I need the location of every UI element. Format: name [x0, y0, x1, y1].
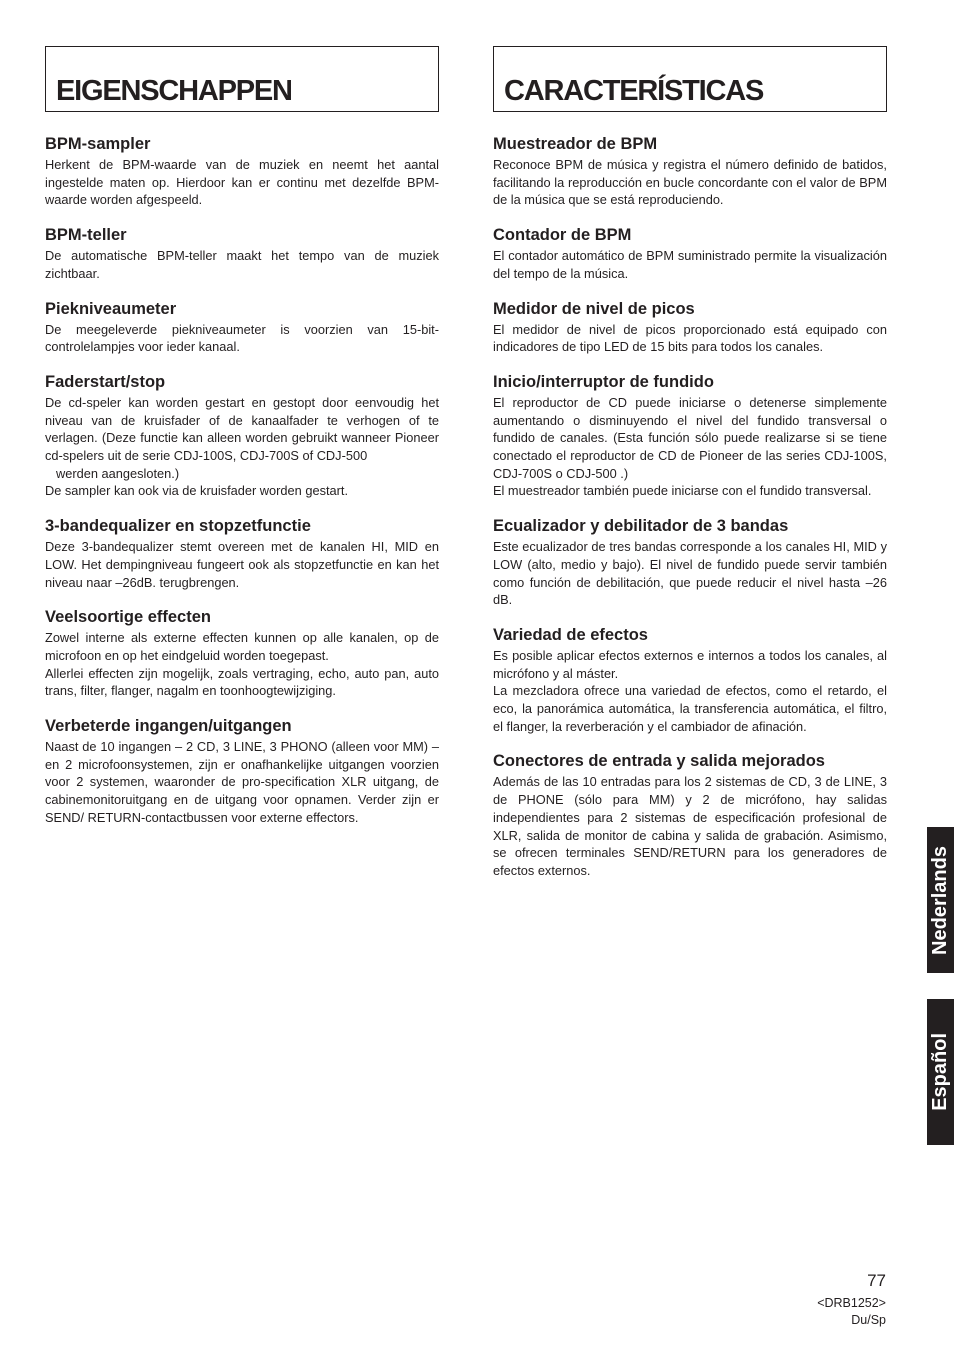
section-variedad-efectos — [493, 625, 887, 736]
section-paragraph: Naast de 10 ingangen – 2 CD, 3 LINE, 3 PHONO (alleen voor MM) – en 2 microfoonsystemen, zijn er onafhankelijke uitgangen voorzien voor 2 systemen, waaronder de pro-specification XLR uitgang, de cabinemonitoruitgang en de uitgang voor opnamen. Verder zijn er SEND/ RETURN-contactbussen voor externe effectors. — [45, 739, 439, 825]
page-number: 77 — [867, 1271, 886, 1290]
section-paragraph: El muestreador también puede iniciarse con el fundido transversal. — [493, 483, 872, 499]
section-bpm-teller — [45, 225, 439, 282]
section-contador-bpm — [493, 225, 887, 282]
section-piekniveaumeter — [45, 299, 439, 356]
section-heading: Muestreador de BPM — [493, 135, 658, 153]
title-box-nl — [45, 46, 439, 112]
title-box-es — [493, 46, 887, 112]
section-veelsoortige-effecten — [45, 607, 439, 700]
language-tab-nederlands — [927, 827, 954, 973]
section-paragraph: werden aangesloten.) — [56, 465, 180, 481]
section-heading: Inicio/interruptor de fundido — [493, 372, 714, 391]
section-heading: Veelsoortige effecten — [45, 608, 211, 627]
language-tab-label: Español — [929, 1033, 951, 1111]
section-heading: BPM-sampler — [45, 135, 151, 153]
page-title-nl: EIGENSCHAPPEN — [56, 75, 292, 107]
section-heading: Ecualizador y debilitador de 3 bandas — [493, 517, 789, 536]
section-heading: BPM-teller — [45, 226, 127, 245]
column-espanol — [493, 46, 887, 896]
section-medidor-picos — [493, 299, 887, 356]
section-3-bandequalizer — [45, 516, 439, 591]
section-muestreador-bpm — [493, 134, 887, 209]
section-ecualizador — [493, 516, 887, 609]
doc-code-line: <DRB1252> — [817, 1296, 886, 1310]
language-tab-label: Nederlands — [929, 845, 951, 955]
section-paragraph: Herkent de BPM-waarde van de muziek en neemt het aantal ingestelde maten op. Hierdoor kan er continu met dezelfde BPM-waarde worden afgespeeld. — [45, 157, 439, 208]
section-heading: Conectores de entrada y salida mejorados — [493, 752, 825, 771]
section-paragraph: Este ecualizador de tres bandas corresponde a los canales HI, MID y LOW (alto, medio y bajo). El nivel de fundido puede servir también como función de debilitación, que puede reducir el nivel hasta –26 dB. — [493, 539, 887, 608]
section-paragraph: Deze 3-bandequalizer stemt overeen met de kanalen HI, MID en LOW. Het dempingniveau fungeert ook als stopzetfunctie en kan het niveau naar –26dB. terugbrengen. — [45, 539, 439, 590]
section-ingangen-uitgangen — [45, 716, 439, 827]
section-paragraph: Allerlei effecten zijn mogelijk, zoals vertraging, echo, auto pan, auto trans, filter, flanger, nagalm en toonhoogtewijziging. — [45, 665, 439, 699]
section-paragraph: De meegeleverde piekniveaumeter is voorzien van 15-bit-controlelampjes voor ieder kanaal. — [45, 321, 439, 355]
section-heading: Contador de BPM — [493, 226, 632, 245]
section-paragraph: Zowel interne als externe effecten kunnen op alle kanalen, op de microfoon en op het eindgeluid worden toegepast. — [45, 630, 439, 663]
section-paragraph: El reproductor de CD puede iniciarse o detenerse simplemente aumentando o disminuyendo el nivel del fundido transversal o fundido de canales. (Esta función sólo puede realizarse si se tiene conectado el reproductor de CD de Pioneer de las series CDJ-100S, CDJ-700S o CDJ-500 .) — [493, 394, 887, 481]
column-nederlands — [45, 46, 439, 843]
section-paragraph: Además de las 10 entradas para los 2 sistemas de CD, 3 de LINE, 3 de PHONE (sólo para MM) y 2 de micrófono, hay salidas independientes para 2 sistemas de especificación profesional de XLR, salida de monitor de cabina y salida de grabación. Asimismo, se ofrecen terminales SEND/RETURN para los generadores de efectos externos. — [493, 774, 887, 878]
language-code-line: Du/Sp — [851, 1313, 886, 1327]
section-faderstart — [45, 372, 439, 500]
section-paragraph: De automatische BPM-teller maakt het tempo van de muziek zichtbaar. — [45, 248, 439, 281]
section-heading: Variedad de efectos — [493, 625, 648, 644]
section-heading: 3-bandequalizer en stopzetfunctie — [45, 517, 311, 536]
section-paragraph: De sampler kan ook via de kruisfader worden gestart. — [45, 483, 349, 499]
section-conectores — [493, 751, 887, 879]
section-paragraph: De cd-speler kan worden gestart en gestopt door eenvoudig het niveau van de kruisfader of de kanaalfader te verhogen of te verlagen. (Deze functie kan alleen worden gebruikt wanneer Pioneer cd-spelers uit de serie CDJ-100S, CDJ-700S of CDJ-500 — [45, 394, 439, 464]
section-paragraph: Es posible aplicar efectos externos e internos a todos los canales, al micrófono y al máster. — [493, 647, 887, 681]
language-tab-espanol — [927, 999, 954, 1145]
section-bpm-sampler — [45, 134, 439, 209]
section-heading: Verbeterde ingangen/uitgangen — [45, 717, 292, 736]
section-inicio-fundido — [493, 372, 887, 500]
section-paragraph: Reconoce BPM de música y registra el número definido de batidos, facilitando la reproducción en bucle concordante con el valor de BPM de la música que se está reproduciendo. — [493, 157, 887, 208]
document-code — [817, 1295, 886, 1329]
section-paragraph: La mezcladora ofrece una variedad de efectos, como el retardo, el eco, la panorámica automática, la transferencia automática, el filtro, el flanger, la reverberación y el cambiador de afinación. — [493, 683, 887, 734]
section-heading: Faderstart/stop — [45, 372, 166, 391]
section-paragraph: El medidor de nivel de picos proporcionado está equipado con indicadores de tipo LED de 15 bits para todos los canales. — [493, 321, 887, 355]
section-paragraph: El contador automático de BPM suministrado permite la visualización del tempo de la música. — [493, 248, 887, 281]
page-title-es: CARACTERÍSTICAS — [504, 75, 764, 107]
section-heading: Medidor de nivel de picos — [493, 299, 695, 318]
section-heading: Piekniveaumeter — [45, 299, 177, 318]
